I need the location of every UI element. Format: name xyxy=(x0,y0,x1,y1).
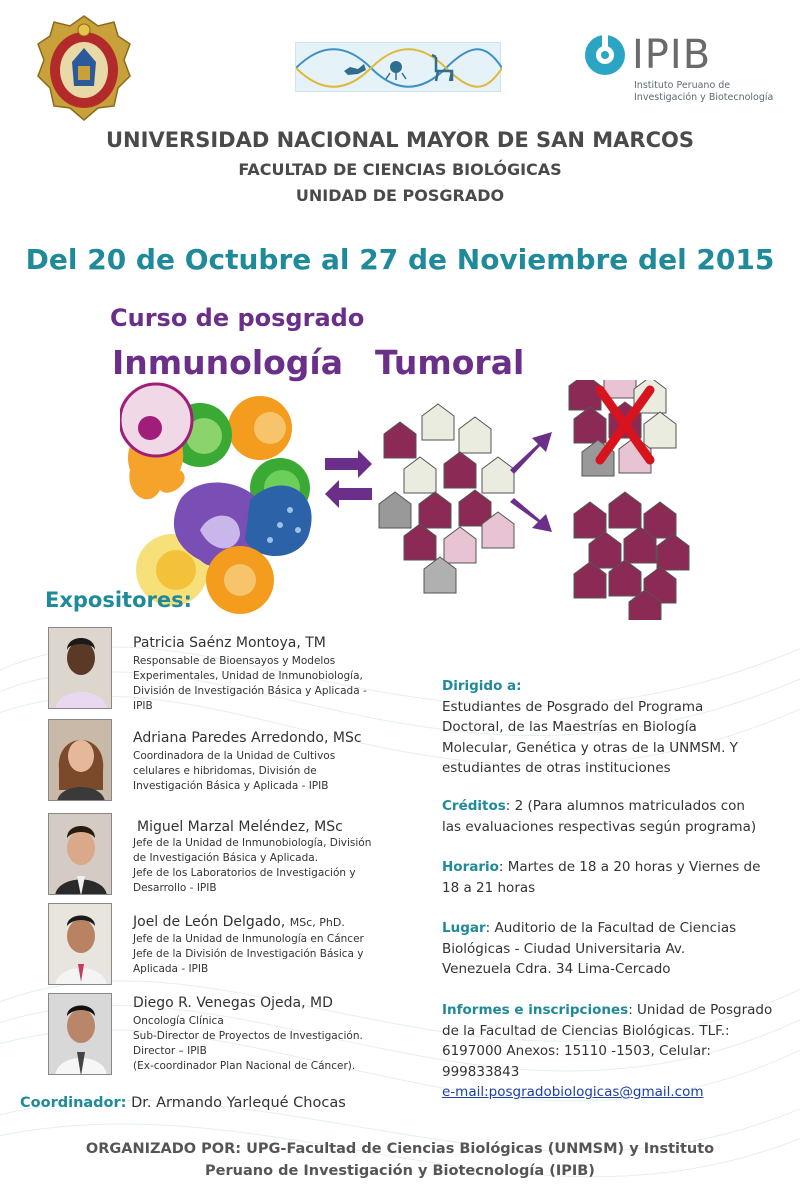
date-range: Del 20 de Octubre al 27 de Noviembre del 2015 xyxy=(25,243,775,276)
coordinator-name: Dr. Armando Yarlequé Chocas xyxy=(131,1095,346,1111)
bidirectional-arrows-icon xyxy=(325,450,372,508)
speaker-name: Adriana Paredes Arredondo, MSc xyxy=(133,730,362,746)
immune-cells-cluster xyxy=(120,384,312,614)
speaker-description: Jefe de la Unidad de Inmunología en Cáncer Jefe de la División de Investigación Básica y Aplicada - IPIB xyxy=(133,933,364,975)
dna-animals-logo xyxy=(295,42,501,92)
dirigido-section: Dirigido a: Estudiantes de Posgrado del Programa Doctoral, de las Maestrías en Biología Molecular, Genética y otras de la UNMSM. Y estudiantes de otras instituciones xyxy=(442,676,782,779)
ipib-subtitle: Instituto Peruano de Investigación y Biotecnología xyxy=(634,80,774,103)
dna-helix-icon xyxy=(296,43,502,93)
outcome-arrows-icon xyxy=(510,432,552,532)
horario-label: Horario xyxy=(442,859,499,875)
course-title-word1: Inmunología xyxy=(112,343,343,382)
person-avatar-icon xyxy=(49,994,112,1075)
dirigido-label: Dirigido a: xyxy=(442,678,522,694)
person-avatar-icon xyxy=(49,814,112,895)
ipib-wordmark: IPIB xyxy=(632,32,712,78)
lugar-section: Lugar: Auditorio de la Facultad de Ciencias Biológicas - Ciudad Universitaria Av. Venezuela Cdra. 34 Lima-Cercado xyxy=(442,920,737,977)
creditos-section: Créditos: 2 (Para alumnos matriculados con las evaluaciones respectivas según programa) xyxy=(442,798,757,835)
organizer-footer: ORGANIZADO POR: UPG-Facultad de Ciencias Biológicas (UNMSM) y Instituto Peruano de Investigación y Biotecnología (IPIB) xyxy=(85,1141,715,1179)
tumor-immunology-illustration xyxy=(120,380,790,620)
speaker-name: Joel de León Delgado, MSc, PhD. xyxy=(133,914,345,930)
ipib-logo xyxy=(582,30,782,110)
speaker-photo xyxy=(48,719,112,801)
creditos-label: Créditos xyxy=(442,798,506,814)
person-avatar-icon xyxy=(49,904,112,985)
email-link[interactable]: e-mail:posgradobiologicas@gmail.com xyxy=(442,1084,704,1100)
person-avatar-icon xyxy=(49,720,112,801)
unit-name: UNIDAD DE POSGRADO xyxy=(295,186,505,205)
speaker-photo xyxy=(48,813,112,895)
course-label: Curso de posgrado xyxy=(110,304,365,332)
speaker-name: Diego R. Venegas Ojeda, MD xyxy=(133,995,333,1011)
speaker-photo xyxy=(48,993,112,1075)
coordinator-label: Coordinador: xyxy=(20,1095,127,1111)
informes-section: Informes e inscripciones: Unidad de Posgrado de la Facultad de Ciencias Biológicas. TLF.: 6197000 Anexos: 15110 -1503, Celular: 999833843 e-mail:posgradobiologicas@gmail.com xyxy=(442,1000,782,1103)
ipib-mark-icon xyxy=(582,32,628,78)
growing-tumor-cluster xyxy=(574,492,689,620)
course-title-word2: Tumoral xyxy=(375,343,525,382)
speaker-photo xyxy=(48,903,112,985)
speaker-photo xyxy=(48,627,112,709)
speaker-description: Coordinadora de la Unidad de Cultivos celulares e hibridomas, División de Investigación Básica y Aplicada - IPIB xyxy=(133,750,336,792)
coordinator-line xyxy=(20,1095,346,1111)
university-name: UNIVERSIDAD NACIONAL MAYOR DE SAN MARCOS xyxy=(106,128,694,152)
faculty-name: FACULTAD DE CIENCIAS BIOLÓGICAS xyxy=(238,160,562,179)
unmsm-seal-logo xyxy=(36,14,132,122)
horario-section: Horario: Martes de 18 a 20 horas y Viernes de 18 a 21 horas xyxy=(442,859,761,896)
tumor-cells-cluster xyxy=(379,404,514,593)
speaker-description: Jefe de la Unidad de Inmunobiología, División de Investigación Básica y Aplicada. Jefe de los Laboratorios de Investigación y Desarrollo - IPIB xyxy=(133,837,372,894)
lugar-label: Lugar xyxy=(442,920,486,936)
speaker-name: Miguel Marzal Meléndez, MSc xyxy=(137,819,343,835)
speaker-description: Responsable de Bioensayos y Modelos Experimentales, Unidad de Inmunobiología, División de Investigación Básica y Aplicada - IPIB xyxy=(133,655,367,712)
speaker-description: Oncología Clínica Sub-Director de Proyectos de Investigación. Director – IPIB (Ex-coordinador Plan Nacional de Cáncer). xyxy=(133,1015,363,1072)
informes-label: Informes e inscripciones xyxy=(442,1002,629,1018)
speakers-heading: Expositores: xyxy=(45,588,193,612)
person-avatar-icon xyxy=(49,628,112,709)
speaker-name: Patricia Saénz Montoya, TM xyxy=(133,635,326,651)
